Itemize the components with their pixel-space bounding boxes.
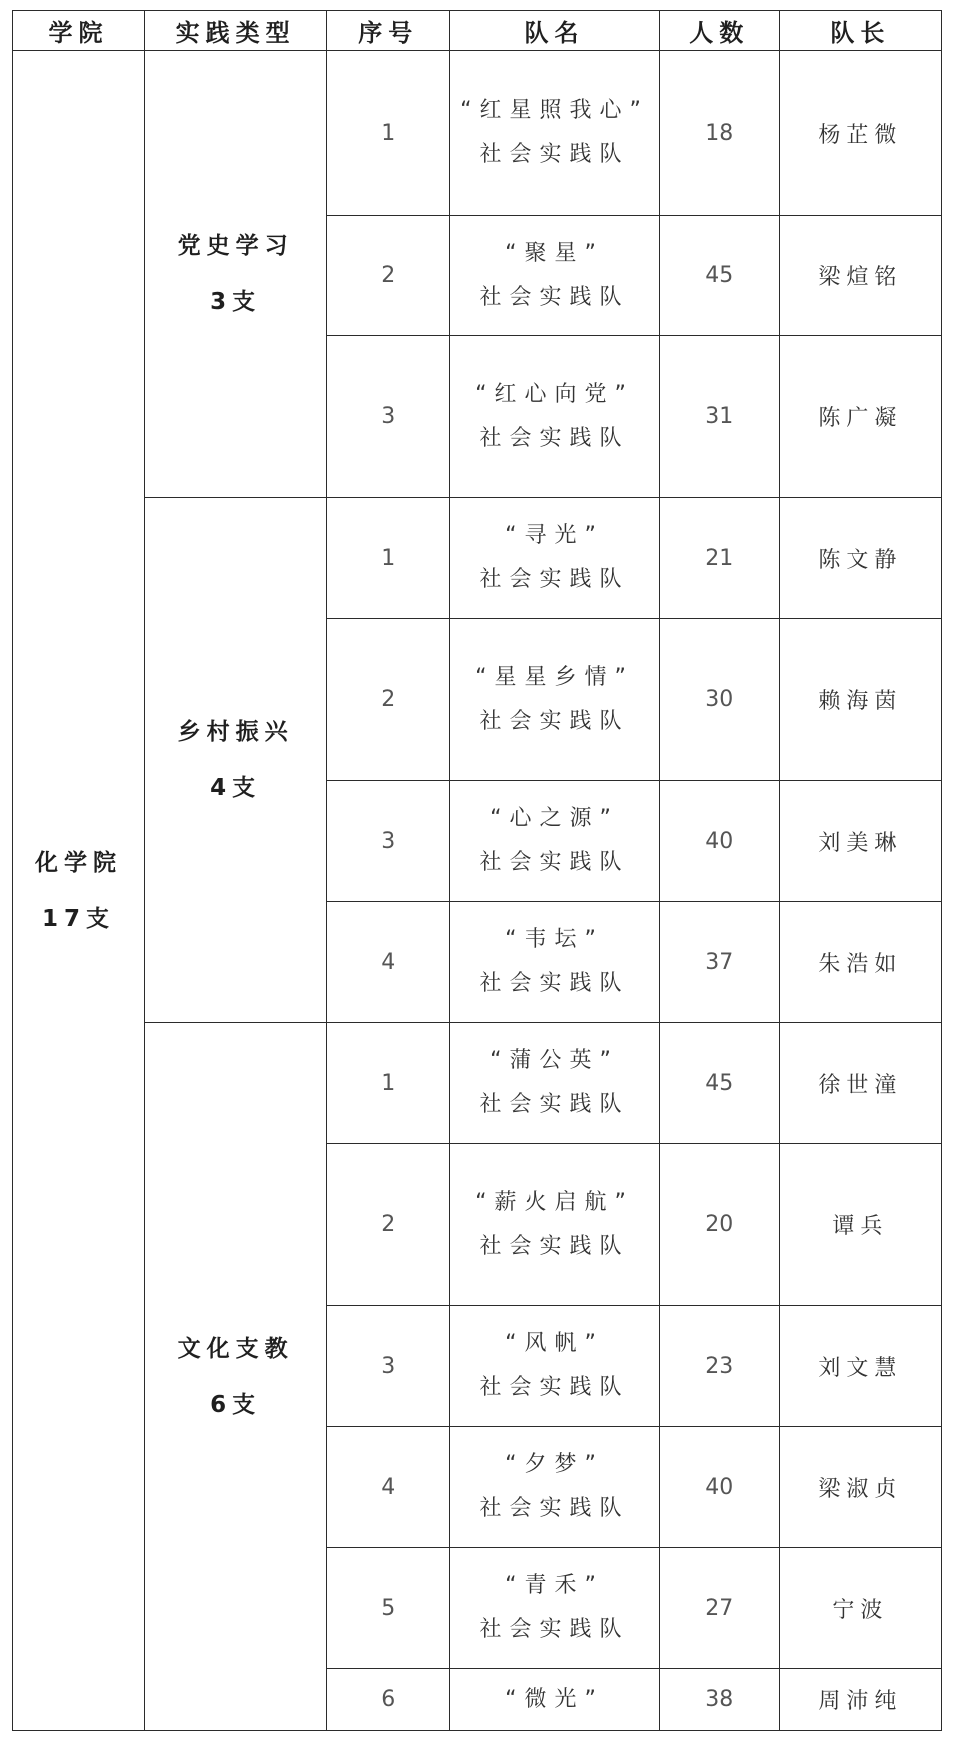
header-team-name: 队名 [450, 11, 660, 51]
seq-no: 3 [327, 781, 450, 902]
seq-no: 1 [327, 1023, 450, 1144]
practice-type-count: 3支 [210, 289, 262, 315]
seq-no: 3 [327, 1306, 450, 1427]
team-leader: 徐世潼 [779, 1023, 941, 1144]
member-count: 20 [659, 1144, 779, 1306]
team-name: “寻光” [505, 523, 604, 548]
team-leader: 宁波 [779, 1548, 941, 1669]
member-count: 18 [659, 51, 779, 216]
team-name-cell [450, 1548, 660, 1669]
practice-type-count: 4支 [210, 775, 262, 801]
team-name: “夕梦” [505, 1452, 604, 1477]
team-leader: 朱浩如 [779, 902, 941, 1023]
header-practice-type: 实践类型 [144, 11, 326, 51]
header-college: 学院 [13, 11, 145, 51]
team-name-cell [450, 336, 660, 498]
header-team-leader: 队长 [779, 11, 941, 51]
team-leader: 赖海茵 [779, 619, 941, 781]
seq-no: 1 [327, 51, 450, 216]
member-count: 45 [659, 1023, 779, 1144]
team-name-cell [450, 1669, 660, 1731]
team-suffix: 社会实践队 [479, 708, 630, 734]
seq-no: 4 [327, 902, 450, 1023]
team-suffix: 社会实践队 [479, 1233, 630, 1259]
team-leader: 谭兵 [779, 1144, 941, 1306]
member-count: 40 [659, 781, 779, 902]
team-name: “红心向党” [475, 381, 634, 407]
practice-type-count: 6支 [210, 1391, 262, 1418]
team-name-cell [450, 1427, 660, 1548]
seq-no: 2 [327, 216, 450, 336]
team-leader: 梁煊铭 [779, 216, 941, 336]
team-name: “聚星” [505, 240, 604, 266]
team-suffix: 社会实践队 [479, 971, 630, 996]
table-row [13, 1023, 942, 1144]
college-count: 17支 [41, 905, 115, 932]
member-count: 31 [659, 336, 779, 498]
member-count: 23 [659, 1306, 779, 1427]
practice-type-name: 文化支教 [177, 1335, 294, 1362]
practice-type-cell [144, 498, 326, 1023]
team-name-cell [450, 216, 660, 336]
team-name-cell [450, 781, 660, 902]
team-suffix: 社会实践队 [479, 1375, 630, 1400]
team-name: “心之源” [490, 806, 619, 831]
member-count: 45 [659, 216, 779, 336]
seq-no: 4 [327, 1427, 450, 1548]
seq-no: 3 [327, 336, 450, 498]
table-row [13, 51, 942, 216]
team-suffix: 社会实践队 [479, 567, 630, 592]
practice-team-table [12, 10, 942, 1731]
header-member-count: 人数 [659, 11, 779, 51]
team-name-cell [450, 51, 660, 216]
member-count: 30 [659, 619, 779, 781]
team-name-cell [450, 1023, 660, 1144]
team-suffix: 社会实践队 [479, 284, 630, 310]
team-name: “风帆” [505, 1331, 604, 1356]
member-count: 40 [659, 1427, 779, 1548]
college-cell [13, 51, 145, 1731]
team-suffix: 社会实践队 [479, 1617, 630, 1642]
team-name: “微光” [505, 1686, 604, 1712]
team-leader: 陈广凝 [779, 336, 941, 498]
header-seq-no: 序号 [327, 11, 450, 51]
team-leader: 周沛纯 [779, 1669, 941, 1731]
practice-type-name: 乡村振兴 [177, 719, 294, 745]
team-name: “韦坛” [505, 927, 604, 952]
team-suffix: 社会实践队 [479, 1092, 630, 1117]
team-suffix: 社会实践队 [479, 425, 630, 451]
team-name: “薪火启航” [475, 1189, 634, 1215]
member-count: 38 [659, 1669, 779, 1731]
practice-type-cell [144, 51, 326, 498]
team-name-cell [450, 1144, 660, 1306]
team-leader: 陈文静 [779, 498, 941, 619]
member-count: 27 [659, 1548, 779, 1669]
college-name: 化学院 [34, 849, 122, 876]
team-leader: 杨芷微 [779, 51, 941, 216]
member-count: 37 [659, 902, 779, 1023]
team-suffix: 社会实践队 [479, 1496, 630, 1521]
team-name-cell [450, 1306, 660, 1427]
table-row [13, 498, 942, 619]
team-leader: 刘美琳 [779, 781, 941, 902]
team-name: “蒲公英” [490, 1048, 619, 1073]
team-suffix: 社会实践队 [479, 850, 630, 875]
header-row [13, 11, 942, 51]
seq-no: 1 [327, 498, 450, 619]
practice-type-name: 党史学习 [177, 233, 294, 259]
team-name-cell [450, 619, 660, 781]
team-leader: 梁淑贞 [779, 1427, 941, 1548]
seq-no: 2 [327, 1144, 450, 1306]
team-name: “青禾” [505, 1573, 604, 1598]
member-count: 21 [659, 498, 779, 619]
seq-no: 2 [327, 619, 450, 781]
practice-type-cell [144, 1023, 326, 1731]
team-suffix: 社会实践队 [479, 142, 630, 167]
seq-no: 5 [327, 1548, 450, 1669]
team-leader: 刘文慧 [779, 1306, 941, 1427]
seq-no: 6 [327, 1669, 450, 1731]
team-name: “红星照我心” [460, 98, 649, 123]
team-name: “星星乡情” [475, 664, 634, 690]
team-name-cell [450, 902, 660, 1023]
team-name-cell [450, 498, 660, 619]
